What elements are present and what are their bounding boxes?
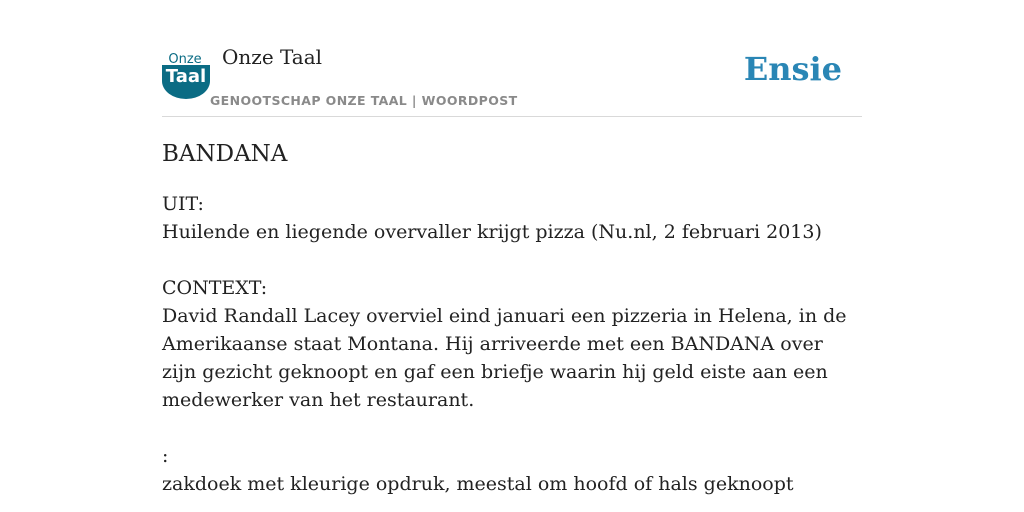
onze-taal-logo[interactable] — [162, 51, 210, 99]
site-name[interactable]: Onze Taal — [222, 45, 323, 69]
source-text: Huilende en liegende overvaller krijgt pizza (Nu.nl, 2 februari 2013) — [162, 221, 822, 243]
context-label: CONTEXT: — [162, 277, 268, 299]
source-block — [162, 190, 862, 246]
ensie-brand-link[interactable]: Ensie — [743, 50, 842, 88]
entry-title: BANDANA — [162, 141, 288, 167]
definition-label: : — [162, 445, 169, 467]
logo-text-bottom: Taal — [165, 66, 207, 87]
definition-block — [162, 442, 862, 498]
logo-text-top: Onze — [168, 52, 202, 67]
context-block — [162, 274, 862, 414]
site-subtitle: GENOOTSCHAP ONZE TAAL | WOORDPOST — [210, 93, 518, 108]
site-header — [162, 40, 862, 117]
definition-text: zakdoek met kleurige opdruk, meestal om hoofd of hals geknoopt — [162, 473, 794, 495]
source-label: UIT: — [162, 193, 204, 215]
context-text: David Randall Lacey overviel eind januari een pizzeria in Helena, in de Amerikaanse staat Montana. Hij arriveerde met een BANDANA over zijn gezicht geknoopt en gaf een briefje waarin hij geld eiste aan een medewerker van het restaurant. — [162, 305, 847, 411]
entry-content — [162, 138, 862, 512]
